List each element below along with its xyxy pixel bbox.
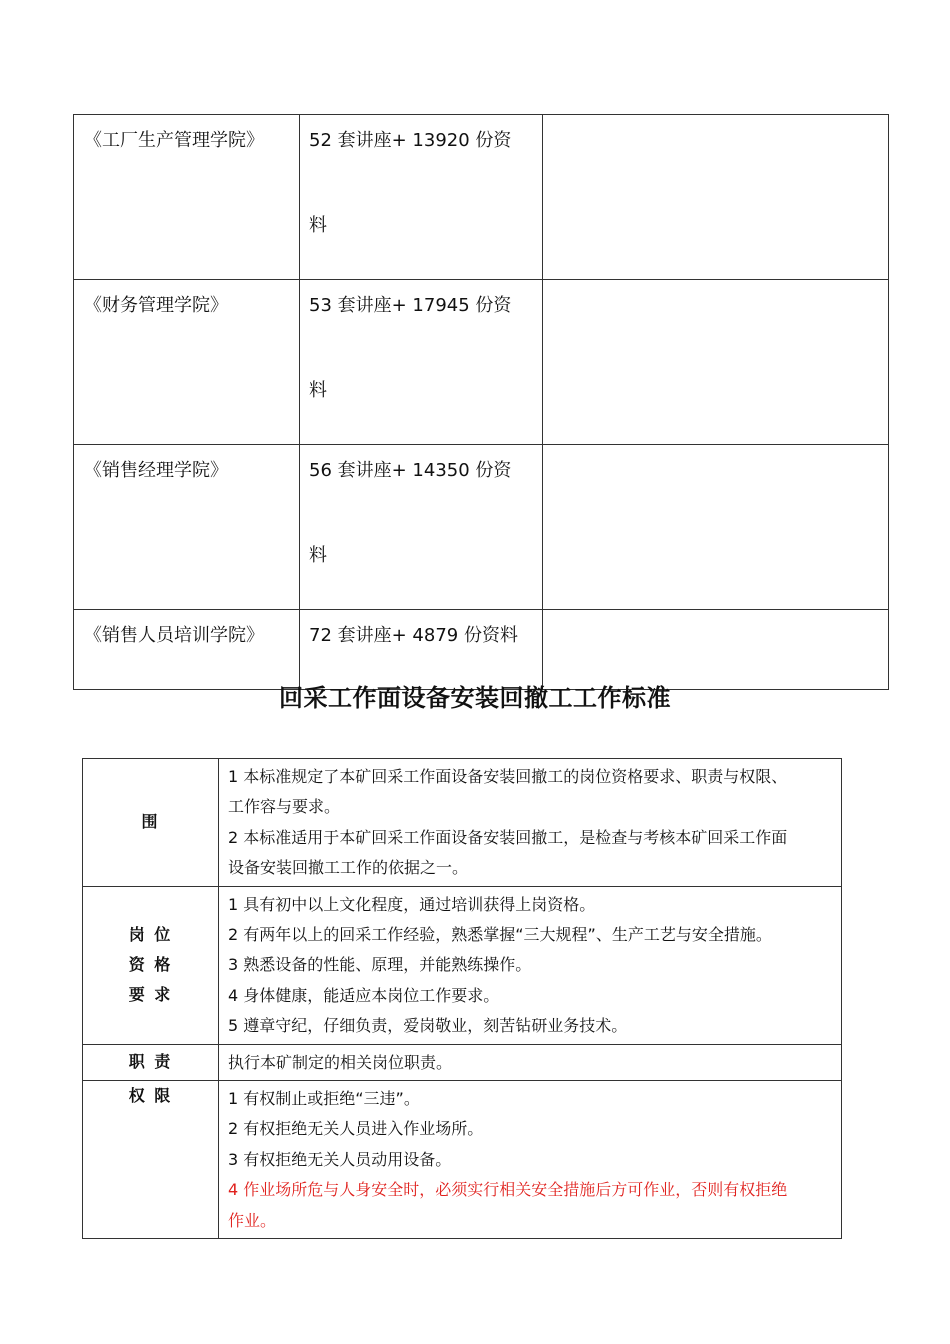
table-row (74, 115, 889, 280)
qualification-header-line: 要 求 (128, 985, 173, 1005)
catalog-desc-line2: 料 (309, 215, 327, 236)
qualification-content (219, 886, 842, 1044)
authority-line-warning: 作业。 (228, 1210, 277, 1230)
table-row-authority (83, 1081, 842, 1239)
table-row (74, 280, 889, 445)
catalog-table (73, 114, 889, 690)
qualification-line: 1 具有初中以上文化程度，通过培训获得上岗资格。 (228, 894, 596, 914)
scope-content (219, 759, 842, 887)
catalog-empty-cell (543, 115, 889, 280)
catalog-desc (300, 445, 543, 610)
authority-content (219, 1081, 842, 1239)
catalog-name: 《销售人员培训学院》 (74, 610, 300, 690)
catalog-desc-line1: 72 套讲座+ 4879 份资料 (309, 625, 518, 646)
qualification-header (83, 886, 219, 1044)
qualification-line: 2 有两年以上的回采工作经验，熟悉掌握“三大规程”、生产工艺与安全措施。 (228, 925, 772, 945)
table-row-qualification (83, 886, 842, 1044)
scope-line: 设备安装回撤工工作的依据之一。 (228, 858, 469, 878)
catalog-name: 《财务管理学院》 (74, 280, 300, 445)
catalog-desc (300, 115, 543, 280)
scope-header: 围 (83, 759, 219, 887)
duty-header: 职 责 (83, 1044, 219, 1080)
catalog-desc-line2: 料 (309, 380, 327, 401)
qualification-line: 3 熟悉设备的性能、原理，并能熟练操作。 (228, 955, 532, 975)
catalog-desc-line1: 52 套讲座+ 13920 份资 (309, 130, 512, 151)
scope-line: 2 本标准适用于本矿回采工作面设备安装回撤工，是检查与考核本矿回采工作面 (228, 827, 788, 847)
scope-line: 工作容与要求。 (228, 797, 341, 817)
authority-line: 3 有权拒绝无关人员动用设备。 (228, 1149, 452, 1169)
qualification-line: 5 遵章守纪，仔细负责，爱岗敬业，刻苦钻研业务技术。 (228, 1016, 628, 1036)
qualification-header-line: 岗 位 (128, 924, 173, 944)
catalog-empty-cell (543, 445, 889, 610)
authority-line-warning: 4 作业场所危与人身安全时，必须实行相关安全措施后方可作业，否则有权拒绝 (228, 1180, 788, 1200)
catalog-name: 《销售经理学院》 (74, 445, 300, 610)
authority-line: 1 有权制止或拒绝“三违”。 (228, 1089, 420, 1109)
catalog-desc-line1: 56 套讲座+ 14350 份资 (309, 460, 512, 481)
catalog-desc (300, 280, 543, 445)
duty-content: 执行本矿制定的相关岗位职责。 (219, 1044, 842, 1080)
authority-header-text: 权 限 (128, 1086, 173, 1106)
qualification-line: 4 身体健康，能适应本岗位工作要求。 (228, 985, 500, 1005)
catalog-name: 《工厂生产管理学院》 (74, 115, 300, 280)
qualification-header-line: 资 格 (128, 954, 173, 974)
authority-header (83, 1081, 219, 1239)
catalog-empty-cell (543, 280, 889, 445)
table-row-scope (83, 759, 842, 887)
catalog-desc-line1: 53 套讲座+ 17945 份资 (309, 295, 512, 316)
authority-line: 2 有权拒绝无关人员进入作业场所。 (228, 1119, 484, 1139)
table-row (74, 445, 889, 610)
table-row-duty (83, 1044, 842, 1080)
standard-table (82, 758, 842, 1239)
catalog-desc-line2: 料 (309, 545, 327, 566)
scope-line: 1 本标准规定了本矿回采工作面设备安装回撤工的岗位资格要求、职责与权限、 (228, 767, 788, 786)
section-title: 回采工作面设备安装回撤工工作标准 (279, 684, 671, 712)
